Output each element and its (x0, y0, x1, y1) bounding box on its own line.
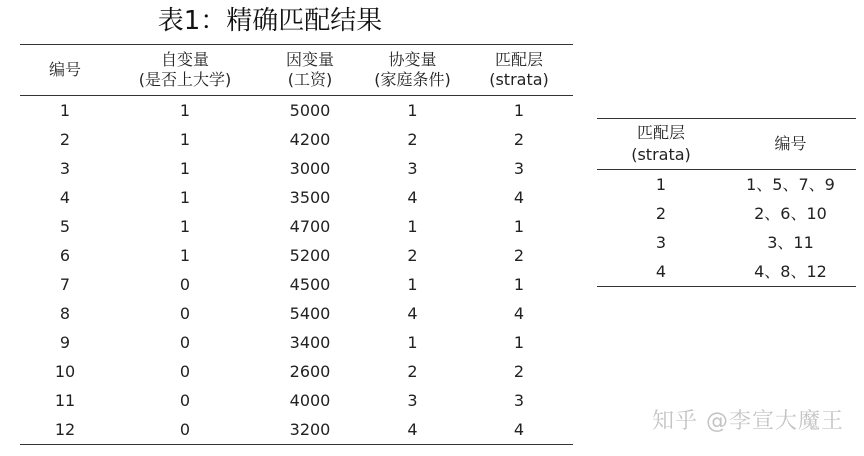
header-sublabel: (strata) (489, 70, 549, 89)
header-sublabel: (家庭条件) (374, 70, 451, 89)
table-row (20, 328, 573, 357)
cell-strata: 4 (513, 188, 525, 207)
cell-ids: 3、11 (767, 233, 814, 252)
cell-id: 6 (59, 246, 71, 265)
header-label: 匹配层 (494, 50, 543, 69)
header-label: 协变量 (388, 50, 437, 69)
cell-covariate: 1 (407, 217, 418, 236)
table-row (20, 270, 573, 299)
cell-covariate: 1 (407, 275, 418, 294)
cell-independent: 0 (179, 304, 191, 323)
header-label: 编号 (774, 134, 807, 153)
cell-dependent: 5200 (289, 246, 331, 265)
header-independent-variable (110, 45, 260, 96)
watermark: 知乎 @李宣大魔王 (652, 409, 844, 434)
cell-covariate: 4 (407, 188, 418, 207)
header-label: 匹配层 (636, 123, 685, 142)
cell-strata: 1 (655, 175, 667, 194)
cell-covariate: 2 (407, 362, 418, 381)
cell-strata: 1 (513, 333, 525, 352)
cell-id: 9 (59, 333, 71, 352)
cell-strata: 2 (655, 204, 667, 223)
table-row (597, 257, 856, 287)
cell-independent: 1 (179, 246, 191, 265)
cell-dependent: 3200 (260, 415, 360, 445)
cell-strata: 4 (465, 415, 573, 445)
header-id (725, 119, 856, 170)
cell-covariate: 4 (360, 415, 465, 445)
cell-id: 3 (59, 159, 71, 178)
cell-ids: 2、6、10 (754, 204, 827, 223)
cell-dependent: 4000 (289, 391, 331, 410)
cell-id: 10 (54, 362, 76, 381)
table-header-row (597, 119, 856, 170)
header-label: 因变量 (285, 50, 334, 69)
cell-strata: 4 (597, 257, 725, 287)
cell-strata: 3 (513, 391, 525, 410)
table-row (20, 415, 573, 445)
table-row (20, 183, 573, 212)
cell-dependent: 4500 (289, 275, 331, 294)
cell-covariate: 4 (407, 304, 418, 323)
cell-strata: 2 (513, 362, 525, 381)
cell-id: 2 (59, 130, 71, 149)
table-row (20, 212, 573, 241)
cell-covariate: 3 (407, 159, 418, 178)
cell-id: 7 (59, 275, 71, 294)
cell-dependent: 3500 (289, 188, 331, 207)
cell-independent: 1 (179, 130, 191, 149)
cell-independent: 1 (179, 159, 191, 178)
table-row (597, 170, 856, 200)
cell-id: 1 (59, 101, 71, 120)
table-row (20, 96, 573, 126)
cell-strata: 3 (513, 159, 525, 178)
cell-dependent: 2600 (289, 362, 331, 381)
cell-strata: 1 (513, 101, 525, 120)
table-row (597, 228, 856, 257)
cell-dependent: 5400 (289, 304, 331, 323)
cell-independent: 0 (179, 333, 191, 352)
cell-independent: 0 (179, 391, 191, 410)
header-sublabel: (工资) (287, 70, 333, 89)
header-covariate (360, 45, 465, 96)
table-row (597, 199, 856, 228)
cell-ids: 1、5、7、9 (746, 175, 835, 194)
header-label: 编号 (48, 60, 81, 79)
cell-dependent: 3000 (289, 159, 331, 178)
cell-id: 4 (59, 188, 71, 207)
strata-table (597, 118, 856, 287)
cell-independent: 1 (179, 188, 191, 207)
table-title: 表1：精确匹配结果 (157, 6, 383, 36)
header-dependent-variable (260, 45, 360, 96)
cell-strata: 4 (513, 304, 525, 323)
cell-dependent: 3400 (289, 333, 331, 352)
cell-dependent: 4700 (289, 217, 331, 236)
cell-covariate: 2 (407, 246, 418, 265)
cell-dependent: 4200 (289, 130, 331, 149)
table-row (20, 125, 573, 154)
cell-independent: 0 (179, 275, 191, 294)
cell-covariate: 1 (407, 101, 418, 120)
cell-dependent: 5000 (289, 101, 331, 120)
cell-covariate: 2 (407, 130, 418, 149)
table-row (20, 386, 573, 415)
cell-strata: 2 (513, 130, 525, 149)
cell-strata: 3 (655, 233, 667, 252)
table-header-row (20, 45, 573, 96)
cell-covariate: 3 (407, 391, 418, 410)
cell-strata: 1 (513, 217, 525, 236)
header-sublabel: (是否上大学) (138, 70, 232, 89)
cell-id: 5 (59, 217, 71, 236)
table-row (20, 154, 573, 183)
cell-id: 8 (59, 304, 71, 323)
header-sublabel: (strata) (631, 145, 691, 164)
cell-ids: 4、8、12 (725, 257, 856, 287)
header-strata (597, 119, 725, 170)
cell-covariate: 1 (407, 333, 418, 352)
cell-strata: 2 (513, 246, 525, 265)
matching-results-table (20, 44, 573, 445)
table-row (20, 299, 573, 328)
cell-independent: 0 (110, 415, 260, 445)
table-row (20, 357, 573, 386)
header-id (20, 45, 110, 96)
header-label: 自变量 (160, 50, 209, 69)
header-strata (465, 45, 573, 96)
cell-id: 12 (20, 415, 110, 445)
cell-independent: 1 (179, 101, 191, 120)
cell-id: 11 (54, 391, 76, 410)
table-row (20, 241, 573, 270)
cell-independent: 1 (179, 217, 191, 236)
cell-strata: 1 (513, 275, 525, 294)
cell-independent: 0 (179, 362, 191, 381)
